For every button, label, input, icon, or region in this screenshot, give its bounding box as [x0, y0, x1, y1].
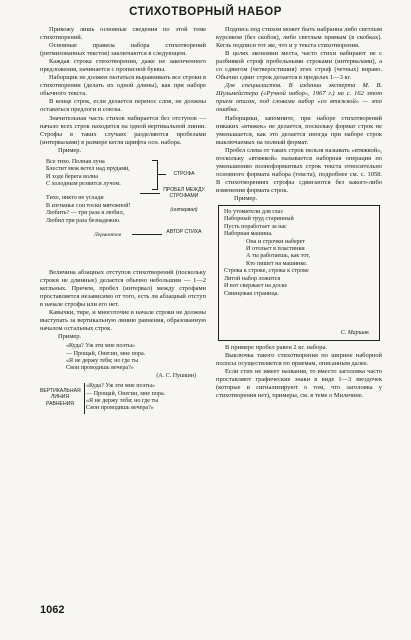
paragraph: Наборщики, запомните, при наборе стихотворений никаких «втяжек» не делается, поскольку формат строк не уменьшается, как это делается иногда при наборе строк выключаемых на полный формат. [216, 114, 382, 146]
example-label: Пример. [58, 146, 82, 154]
paragraph: Значительная часть стихов набирается без отступов — начало всех строк находится на одной вертикальной линии. Строфы в таких случаях разделяются пробелами (интервалами) в размере кегля шрифта осн. набора. [40, 114, 206, 146]
paragraph: Если стих не имеет названия, то вместо заголовка часто проставляют графические знаки в виде 1—3 звездочек (которые и сигнализируют о том, что заголовка у стихотворения нет), примеры, см. в теме о Мильчине. [216, 368, 382, 400]
page-number: 1062 [40, 604, 65, 616]
paragraph: Величина абзацных отступов стихотворений (поскольку строки не длинные) делается обычно небольшим — 1—2 кегльных. Причем, пробел (интервал) между строфами проставляется независимо от того, есть ли абзацный отступ в начале строфы или его нет. [40, 268, 206, 308]
poem-line: Но утомители для глаз [224, 209, 283, 216]
alignment-label: ВЕРТИКАЛЬНАЯ ЛИНИЯ РАВНЕНИЯ [40, 388, 81, 407]
poem-line: «Куда? Уж эти мне поэты» [66, 343, 136, 350]
paragraph: Каждая строка стихотворения, даже не законченного предложения, начинается с прописной буквы. [40, 58, 206, 74]
poem-line: И вот свержает на доске [224, 283, 288, 290]
poem-line: Строка к строке, строка к строке [224, 268, 309, 275]
paragraph: Для специалистов. В издании экстерта М. В. Шульмейстера («Ручной набор», 1967 г.) на с. 162 этот прием описан, под словами набор «со втяжкой» — это ошибка. [216, 82, 382, 114]
poem-line: Она и строчки наберет [246, 238, 305, 245]
poem-line: И отольет в пластинки [246, 246, 305, 253]
gap-pointer [140, 193, 160, 194]
paragraph: В конце строк, если делается перенос слов, не должны оставаться предлоги и союзы. [40, 98, 206, 114]
paragraph: Основные правила набора стихотворений (ритмизованных текстов) заключаются в следующем. [40, 42, 206, 58]
paragraph: В примере пробел равен 2 кг. набора. [225, 344, 327, 352]
poem-author: (А. С. Пушкин) [156, 372, 196, 379]
paragraph: Пробел слева от таких строк нельзя называть «втяжкой», поскольку «втяжкой» называется наборная операция по уменьшению полноформатных строк текста относительно основного формата набора (текста), подробнее см. с. 1058. В стихотворениях строфы сдвигаются без какого-либо изменения формата строк. [216, 146, 382, 194]
right-column [216, 26, 382, 400]
author-label: АВТОР СТИХА [166, 228, 202, 235]
poem-line: «Я не держу тебя; но где ты [66, 357, 139, 364]
paragraph: В целях экономии места, часто стихи набирают не с разбивкой строф пробельными строками (интервалами), а со сдвигом (четверостишия) этих строф (четных) вправо. Обычно сдвиг строк делается в пределах 1—3 кг. [216, 50, 382, 82]
poem-line: Свинцовая страница. [224, 290, 279, 297]
paragraph: Наборщик не должен пытаться выравнивать все строки в стихотворении (делать их одной длины), как при наборе обычного текста. [40, 74, 206, 98]
poem-line: — Прощай, Онегин, мне пора. [66, 350, 146, 357]
bracket-tick [158, 174, 166, 175]
poem-line: «Я не держу тебя; но где ты [86, 398, 159, 405]
gap-sublabel: (интервал) [170, 206, 198, 213]
poem-line: И ходе берега волна [46, 173, 98, 180]
poem-line: Наборный труд старинный [224, 216, 294, 223]
paragraph: Кавычки, тире, и многоточие в начале строки не должны выступать за вертикальную линию равнения, образованную началом остальных строк. [40, 308, 206, 333]
example-label: Пример. [58, 333, 82, 341]
poem-line: Свои проводишь вечера?» [66, 365, 134, 372]
poem-line: А ты работаешь, как тот, [246, 253, 311, 260]
poem-line: Блестит меж ветел над прудами, [46, 166, 130, 173]
poem-stanzas [46, 159, 131, 225]
poem-line: Наборная машина. [224, 231, 273, 238]
poem-line: Свои проводишь вечера?» [86, 405, 154, 412]
poem-line: — Прощай, Онегин, мне пора. [86, 390, 166, 397]
stanza-diagram [40, 157, 206, 269]
poem-line: Кто пишет на машинке. [246, 260, 308, 267]
poem-author: Лермонтов [94, 231, 122, 238]
poem-line: Любил три раза безнадежно. [46, 217, 121, 224]
author-pointer [132, 234, 162, 235]
poem-line: Литой набор ложится [224, 275, 281, 282]
aligned-poem [86, 383, 165, 413]
page-title: СТИХОТВОРНЫЙ НАБОР [129, 6, 282, 18]
alignment-diagram [40, 383, 206, 419]
stanza-bracket [152, 160, 158, 190]
left-column [40, 26, 206, 419]
stanza-label: СТРОФА [173, 170, 195, 177]
alignment-rule [84, 383, 85, 414]
quote-poem [66, 343, 206, 380]
paragraph: Выключка такого стихотворения по ширине наборной полосы осуществляется по приемам, описанным далее. [216, 352, 382, 368]
poem-line: В изгнанье сон тоски мятежной! [46, 202, 131, 209]
paragraph: Привожу лишь основные сведения по этой теме стихотворений. [40, 26, 206, 42]
paragraph: Подпись под стихом может быть набранна либо светлым курсивом (без скобок), либо светлым прямым (в скобках). Кегль подписи тот же, что и у текста стихотворения. [216, 26, 382, 50]
poem-line: Все тихо. Полная луна [46, 158, 105, 165]
poem-line: С холодным резвится лучом. [46, 180, 121, 187]
poem-line: Тихо, никто не услади [46, 195, 104, 202]
example-label: Пример. [234, 194, 258, 202]
poem-line: Пусть поработает за нас [224, 223, 287, 230]
poem-author: С. Маршак [340, 329, 369, 336]
boxed-poem [218, 205, 380, 341]
poem-line: «Куда? Уж эти мне поэты» [86, 383, 156, 390]
gap-label: ПРОБЕЛ МЕЖДУ СТРОФАМИ [163, 186, 205, 199]
poem-line: Любить? — три раза я любил, [46, 210, 125, 217]
